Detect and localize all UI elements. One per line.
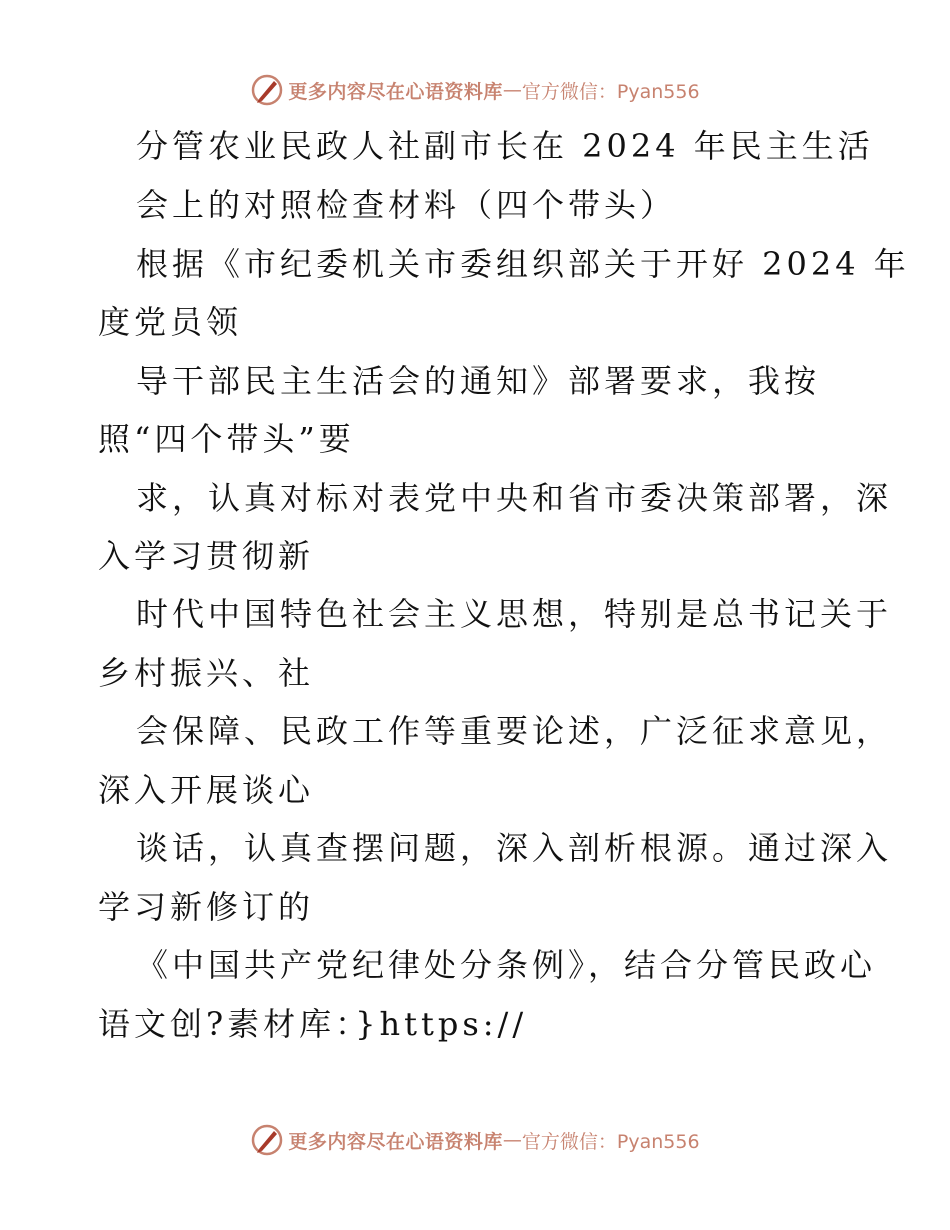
- doc-line: 入学习贯彻新: [98, 537, 315, 575]
- doc-line: 时代中国特色社会主义思想，特别是总书记关于: [136, 595, 893, 633]
- banner-wechat-text: 官方微信：Pyan556: [521, 80, 700, 103]
- doc-line: 深入开展谈心: [98, 771, 315, 809]
- quill-logo-icon: [250, 73, 284, 107]
- doc-line: 会保障、民政工作等重要论述，广泛征求意见，: [136, 712, 893, 750]
- doc-line: 乡村振兴、社: [98, 654, 315, 692]
- doc-line: 照“四个带头”要: [98, 420, 355, 458]
- doc-line: 分管农业民政人社副市长在 2024 年民主生活: [136, 127, 874, 165]
- doc-line: 学习新修订的: [98, 888, 315, 926]
- doc-line: 导干部民主生活会的通知》部署要求，我按: [136, 362, 821, 400]
- doc-line: 会上的对照检查材料（四个带头）: [136, 186, 677, 224]
- doc-line: 语文创?素材库：}https://: [98, 1005, 528, 1043]
- doc-line: 《中国共产党纪律处分条例》，结合分管民政心: [136, 946, 877, 984]
- header-banner: [0, 70, 950, 110]
- banner-site-text: 更多内容尽在心语资料库: [288, 80, 503, 103]
- doc-line: 度党员领: [98, 303, 243, 341]
- banner-dash: —: [502, 79, 522, 101]
- doc-line: 求，认真对标对表党中央和省市委决策部署，深: [136, 479, 893, 517]
- doc-line: 谈话，认真查摆问题，深入剖析根源。通过深入: [136, 829, 893, 867]
- banner-dash: —: [502, 1129, 522, 1151]
- quill-logo-icon: [250, 1123, 284, 1157]
- banner-site-text: 更多内容尽在心语资料库: [288, 1130, 503, 1153]
- footer-banner: [0, 1120, 950, 1160]
- banner-wechat-text: 官方微信：Pyan556: [521, 1130, 700, 1153]
- doc-line: 根据《市纪委机关市委组织部关于开好 2024 年: [136, 245, 910, 283]
